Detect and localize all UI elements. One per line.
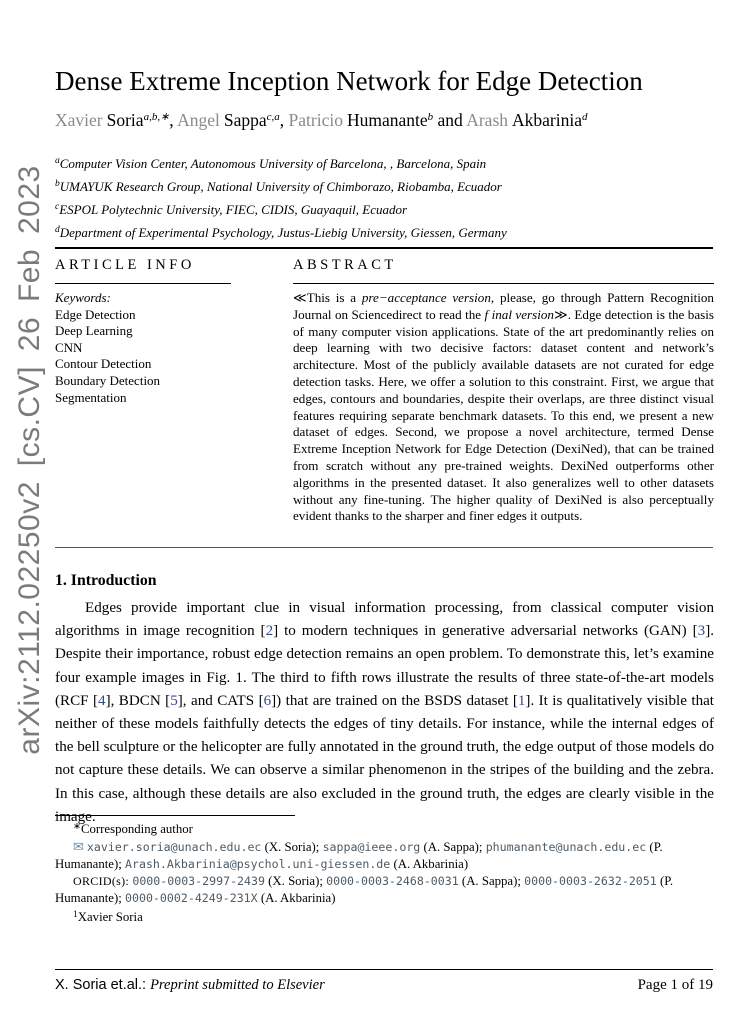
abstract-heading: ABSTRACT (293, 257, 397, 273)
author-last-name: Sappa (223, 110, 267, 130)
author-4 (466, 110, 587, 130)
article-info-column (55, 257, 250, 406)
corresponding-author-note: ∗Corresponding author (73, 822, 193, 836)
citation-link[interactable]: 4 (98, 692, 106, 709)
paper-title: Dense Extreme Inception Network for Edge Detection (55, 66, 643, 96)
keyword-item: Segmentation (55, 389, 127, 405)
email-link[interactable]: phumanante@unach.edu.ec (485, 840, 647, 854)
page-footer (55, 977, 713, 994)
footer-preprint-note: Preprint submitted to Elsevier (150, 977, 325, 993)
author-2: Angel Sappa$^{c,a}$, (177, 110, 289, 130)
keyword-item: Deep Learning (55, 323, 133, 339)
section-heading-introduction: 1. Introduction (55, 572, 157, 589)
footnotes-block (55, 819, 715, 926)
keywords-label: Keywords: (55, 290, 111, 305)
introduction-paragraph: Edges provide important clue in visual information processing, from classical computer vision algorithms in image recognition [2] to modern techniques in generative adversarial networks (GAN) [3]. Despite their importance, robust edge detection remains an open problem. To demonstrate this, let’s examine four example images in Fig. 1. The third to fifth rows illustrate the results of three state-of-the-art models (RCF [4], BDCN [5], and CATS [6]) that are trained on the BSDS dataset [1]. It is qualitatively visible that neither of these models faithfully detects the edges of tiny details. For instance, while the internal edges of the bell sculpture or the helicopter are fully annotated in the ground truth, the edge output of those models do not capture these details. We can observe a similar phenomenon in the stripes of the building and the zebra. In this case, although these details are also excluded in the ground truth, the edges are clearly visible in the image. (55, 600, 715, 825)
abstract-underline (293, 283, 714, 284)
abstract-bottom-rule (55, 547, 713, 548)
email-link[interactable]: Arash.Akbarinia@psychol.uni-giessen.de (125, 857, 391, 871)
author-first-name: Xavier (55, 110, 103, 130)
citation-link[interactable]: 3 (697, 623, 706, 640)
article-info-underline (55, 283, 231, 284)
affiliation-d: $^d$Department of Experimental Psychology, Justus-Liebig University, Giessen, Germany (55, 225, 507, 240)
author-affil-marks: a,b,∗ (143, 111, 170, 123)
abstract-text: ≪This is a pre−acceptance version, please, go through Pattern Recognition Journal on Sciencedirect to read the f inal version≫. Edge detection is the basis of many computer vision applications. State of the art predominantly relies on deep learning with two decisive factors: dataset content and network’s architecture. Most of the publicly available datasets are not curated for edge detection tasks. Here, we offer a solution to this constraint. First, we argue that edges, contours and boundaries, despite their overlaps, are three distinct visual features requiring separate benchmark datasets. To this end, we present a new dataset of edges. Second, we propose a novel architecture, termed Dense Extreme Inception Network for Edge Detection (DexiNed), that can be trained from scratch without any pre-trained weights. DexiNed outperforms other algorithms in the presented dataset. It also generalizes well to other datasets without any fine-tuning. The higher quality of DexiNed is also perceptually evident thanks to the sharper and finer edges it outputs. (293, 290, 714, 524)
citation-link[interactable]: 6 (263, 692, 272, 709)
author-first-name: Arash (466, 110, 509, 130)
author-affil-marks: c,a (266, 111, 280, 123)
email-link[interactable]: sappa@ieee.org (322, 840, 421, 854)
abstract-italic-phrase: f inal version (484, 306, 554, 322)
abstract-italic-phrase: pre−acceptance version (361, 290, 491, 305)
orcid-link[interactable]: 0000-0003-2468-0031 (326, 874, 459, 888)
orcid-link[interactable]: 0000-0002-4249-231X (125, 891, 258, 905)
footer-running-author: X. Soria et.al.: (55, 977, 147, 993)
author-last-name: Soria (106, 110, 144, 130)
footer-rule (55, 969, 713, 970)
abstract-column (293, 257, 714, 525)
orcid-link[interactable]: 0000-0003-2632-2051 (524, 874, 657, 888)
author-first-name: Patricio (288, 110, 343, 130)
affiliation-a: $^a$Computer Vision Center, Autonomous University of Barcelona, , Barcelona, Spain (55, 156, 487, 171)
affiliation-c: $^c$ESPOL Polytechnic University, FIEC, CIDIS, Guayaquil, Ecuador (55, 202, 408, 217)
email-link[interactable]: xavier.soria@unach.edu.ec (86, 840, 262, 854)
affiliation-b: $^b$UMAYUK Research Group, National University of Chimborazo, Riobamba, Ecuador (55, 179, 502, 194)
author-3: Patricio Humanante$^b$ and (288, 110, 467, 130)
citation-link[interactable]: 1 (517, 692, 526, 709)
author-first-name: Angel (177, 110, 220, 130)
author-affil-marks: d (582, 111, 588, 123)
email-line: ✉ xavier.soria@unach.edu.ec (X. Soria); sappa@ieee.org (A. Sappa); phumanante@unach.edu.ec (P. Humanante); Arash.Akbarinia@psychol.uni-giessen.de (A. Akbarinia) (55, 839, 663, 871)
author-last-name: Humanante (346, 110, 428, 130)
page-number: Page 1 of 19 (637, 977, 713, 993)
citation-link[interactable]: 2 (265, 623, 274, 640)
article-info-heading: ARTICLE INFO (55, 257, 195, 273)
author-affil-marks: b (427, 111, 434, 123)
author-last-name: Akbarinia (512, 110, 582, 130)
keyword-item: Edge Detection (55, 306, 136, 322)
author-line (55, 110, 715, 131)
keywords-block (55, 290, 250, 406)
author-1: Xavier Soria$^{a,b,∗}$, (55, 110, 178, 130)
top-rule (55, 247, 713, 249)
footer-left (55, 977, 325, 994)
keyword-item: Contour Detection (55, 356, 152, 372)
citation-link[interactable]: 5 (170, 692, 178, 709)
affiliation-list (55, 151, 715, 243)
orcid-link[interactable]: 0000-0003-2997-2439 (132, 874, 265, 888)
keyword-item: CNN (55, 339, 83, 355)
orcid-line: ORCID(s): 0000-0003-2997-2439 (X. Soria); 0000-0003-2468-0031 (A. Sappa); 0000-0003-2632-2051 (P. Humanante); 0000-0002-4249-231X (A. Akbarinia) (55, 874, 674, 905)
footnote-1: $^1$Xavier Soria (73, 910, 143, 924)
orcid-label: ORCID(s): (73, 874, 133, 888)
envelope-icon: ✉ (73, 839, 84, 854)
footnote-rule (55, 815, 295, 816)
keyword-item: Boundary Detection (55, 372, 161, 388)
arxiv-watermark: arXiv:2112.02250v2 [cs.CV] 26 Feb 2023 (13, 165, 46, 755)
